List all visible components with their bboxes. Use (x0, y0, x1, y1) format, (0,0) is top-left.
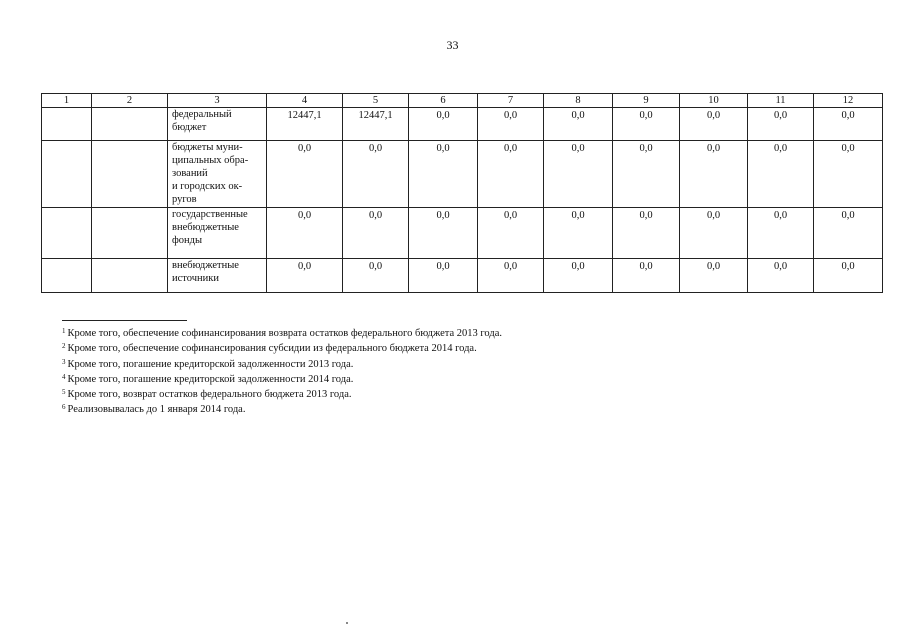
row-label: бюджеты муни- ципальных обра- зований и городских ок- ругов (168, 141, 267, 208)
footnote-text: Кроме того, погашение кредиторской задолженности 2014 года. (67, 373, 354, 385)
value-cell: 0,0 (409, 259, 478, 293)
footnote (62, 401, 502, 416)
footnote-text: Реализовывалась до 1 января 2014 года. (67, 404, 246, 416)
header-cell: 10 (680, 94, 748, 108)
value-cell: 0,0 (814, 108, 883, 141)
empty-cell (42, 141, 92, 208)
footnote-mark: 5 (62, 388, 66, 397)
value-cell: 0,0 (680, 141, 748, 208)
footnote (62, 386, 502, 401)
footnote (62, 340, 502, 355)
value-cell: 0,0 (814, 259, 883, 293)
footnote-separator (62, 320, 187, 321)
footnotes (62, 325, 502, 417)
value-cell: 0,0 (680, 208, 748, 259)
empty-cell (92, 108, 168, 141)
row-label: федеральный бюджет (168, 108, 267, 141)
footnote-mark: 1 (62, 327, 66, 335)
value-cell: 0,0 (680, 259, 748, 293)
value-cell: 0,0 (748, 141, 814, 208)
value-cell: 0,0 (478, 259, 544, 293)
value-cell: 0,0 (814, 141, 883, 208)
value-cell: 0,0 (748, 108, 814, 141)
value-cell: 0,0 (544, 141, 613, 208)
table-header-row (42, 94, 883, 108)
value-cell: 12447,1 (267, 108, 343, 141)
header-cell: 5 (343, 94, 409, 108)
value-cell: 12447,1 (343, 108, 409, 141)
empty-cell (42, 108, 92, 141)
footnote-mark: 2 (62, 342, 66, 351)
footnote-text: Кроме того, обеспечение софинансирования субсидии из федерального бюджета 2014 года. (67, 343, 477, 355)
value-cell: 0,0 (409, 208, 478, 259)
value-cell: 0,0 (478, 208, 544, 259)
table-row (42, 108, 883, 141)
value-cell: 0,0 (544, 259, 613, 293)
value-cell: 0,0 (613, 208, 680, 259)
empty-cell (42, 208, 92, 259)
header-cell: 11 (748, 94, 814, 108)
empty-cell (42, 259, 92, 293)
footnote-mark: 3 (62, 357, 66, 366)
header-cell: 1 (42, 94, 92, 108)
header-cell: 9 (613, 94, 680, 108)
footnote (62, 371, 502, 386)
empty-cell (92, 141, 168, 208)
value-cell: 0,0 (267, 259, 343, 293)
value-cell: 0,0 (748, 208, 814, 259)
empty-cell (92, 208, 168, 259)
value-cell: 0,0 (409, 108, 478, 141)
header-cell: 3 (168, 94, 267, 108)
value-cell: 0,0 (613, 141, 680, 208)
value-cell: 0,0 (343, 208, 409, 259)
footnote-mark: 6 (62, 403, 66, 412)
footnote (62, 325, 502, 340)
header-cell: 6 (409, 94, 478, 108)
value-cell: 0,0 (267, 208, 343, 259)
value-cell: 0,0 (613, 259, 680, 293)
footnote-text: Кроме того, погашение кредиторской задолженности 2013 года. (67, 358, 354, 370)
value-cell: 0,0 (814, 208, 883, 259)
value-cell: 0,0 (680, 108, 748, 141)
header-cell: 12 (814, 94, 883, 108)
empty-cell (92, 259, 168, 293)
value-cell: 0,0 (478, 108, 544, 141)
header-cell: 2 (92, 94, 168, 108)
value-cell: 0,0 (544, 208, 613, 259)
value-cell: 0,0 (409, 141, 478, 208)
footnote-text: Кроме того, обеспечение софинансирования возврата остатков федерального бюджета 2013 года. (67, 328, 502, 339)
table-row (42, 259, 883, 293)
table-row (42, 141, 883, 208)
page-number: 33 (446, 38, 459, 52)
value-cell: 0,0 (544, 108, 613, 141)
header-cell: 7 (478, 94, 544, 108)
value-cell: 0,0 (343, 259, 409, 293)
value-cell: 0,0 (478, 141, 544, 208)
value-cell: 0,0 (267, 141, 343, 208)
footnote (62, 356, 502, 371)
footnote-text: Кроме того, возврат остатков федерального бюджета 2013 года. (67, 389, 352, 401)
scan-artifact-dot (346, 622, 348, 624)
value-cell: 0,0 (343, 141, 409, 208)
value-cell: 0,0 (613, 108, 680, 141)
header-cell: 8 (544, 94, 613, 108)
budget-table (41, 93, 883, 293)
value-cell: 0,0 (748, 259, 814, 293)
row-label: внебюджетные источники (168, 259, 267, 293)
header-cell: 4 (267, 94, 343, 108)
row-label: государственные внебюджетные фонды (168, 208, 267, 259)
footnote-mark: 4 (62, 372, 66, 381)
table-row (42, 208, 883, 259)
